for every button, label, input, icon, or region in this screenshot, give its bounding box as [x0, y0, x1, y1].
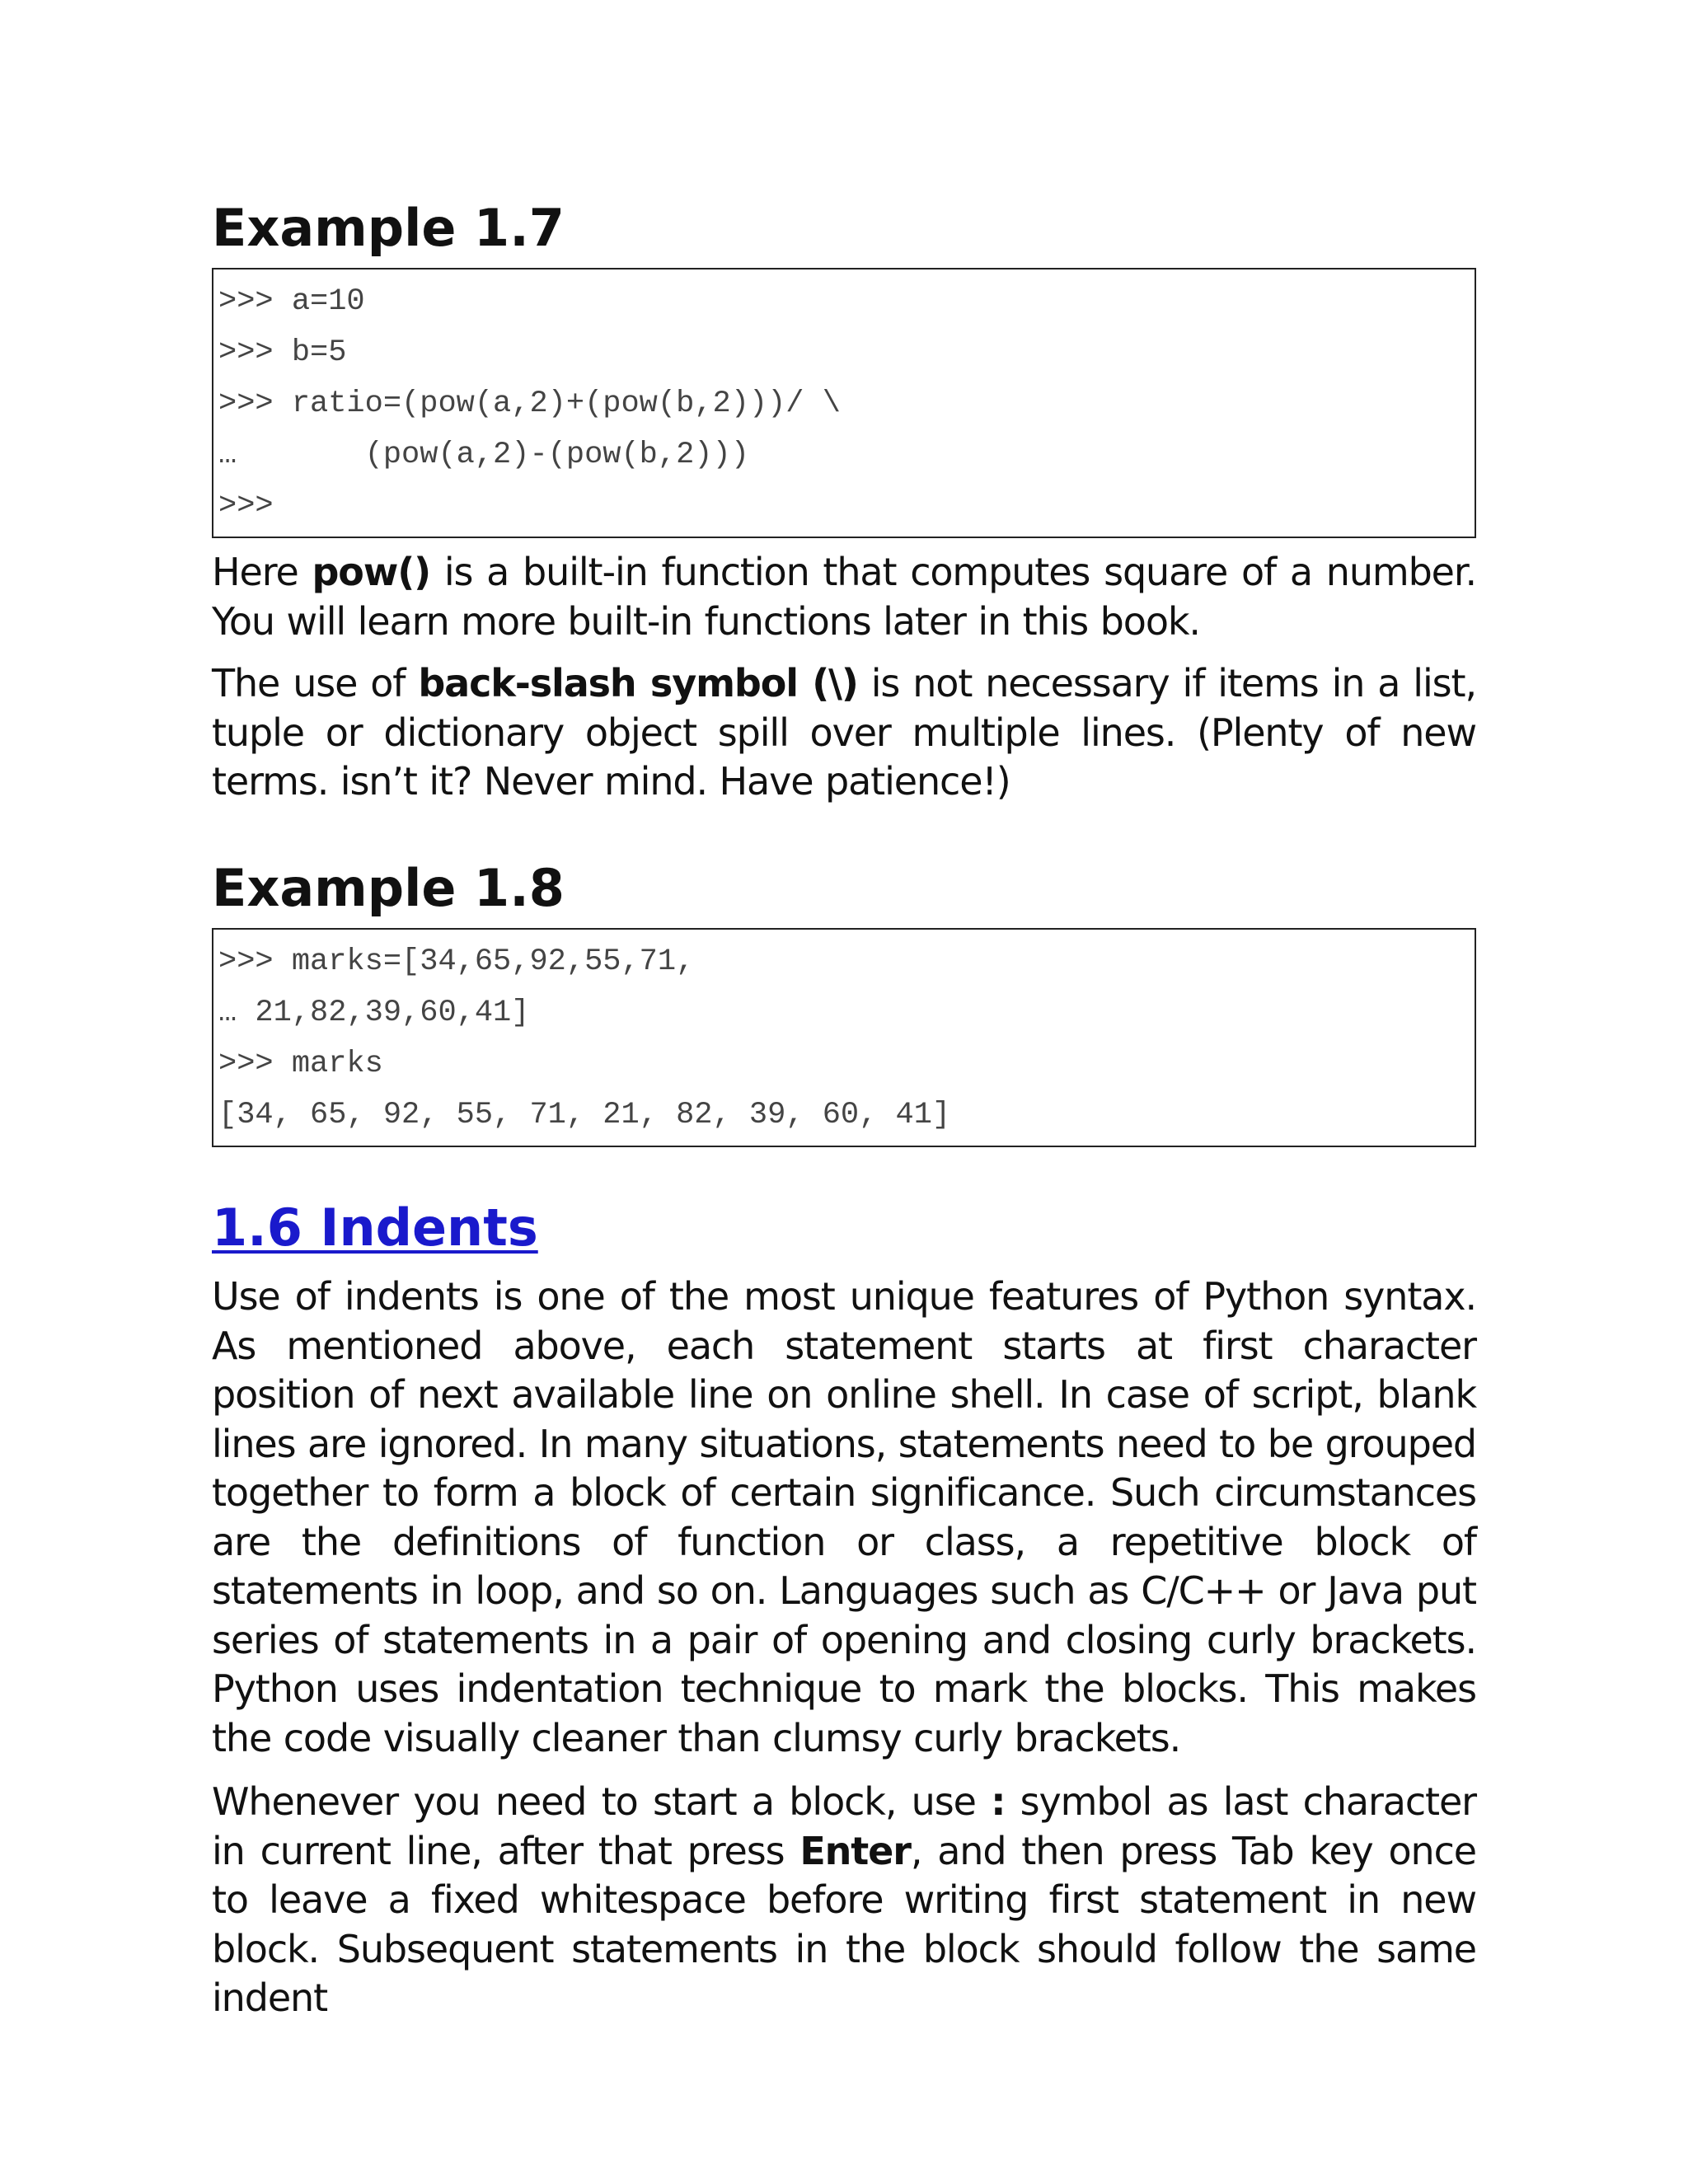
paragraph-indents: Use of indents is one of the most unique features of Python syntax. As mentioned above, each statement starts at first character position of next available line on online shell. In case of script, blank lines are ignored. In many situations, statements need to be grouped together to form a block of certain significance. Such circumstances are the definitions of function or class, a repetitive block of statements in loop, and so on. Languages such as C/C++ or Java put series of statements in a pair of opening and closing curly brackets. Python uses indentation technique to mark the blocks. This makes the code visually cleaner than clumsy curly brackets.	[212, 1274, 1476, 1760]
paragraph-text: Here	[212, 550, 312, 594]
bold-term: back-slash symbol (\)	[418, 661, 858, 705]
paragraph-backslash	[212, 659, 1476, 807]
code-line: >>> marks	[218, 1047, 383, 1081]
example-1-7-heading: Example 1.7	[212, 198, 565, 258]
example-1-8-heading: Example 1.8	[212, 858, 565, 918]
example-1-8-code-box	[212, 928, 1476, 1147]
paragraph-text: is a built-in function that computes square of a number. You will learn more built-in functions later in this book.	[212, 550, 1476, 644]
section-indents-heading[interactable]: 1.6 Indents	[212, 1197, 538, 1258]
bold-term: :	[991, 1779, 1006, 1824]
paragraph-text: is not necessary if items in a list, tuple or dictionary object spill over multiple lines. (Plenty of new terms. isn’t it? Never mind. Have patience!)	[212, 661, 1476, 804]
bold-term: pow()	[312, 550, 431, 594]
paragraph-text: , and then press Tab key once to leave a fixed whitespace before writing first statement in new block. Subsequent statements in the block should follow the same indent	[212, 1828, 1477, 2020]
code-line: >>> b=5	[218, 335, 347, 370]
bold-term: Enter	[799, 1828, 911, 1873]
code-line: … 21,82,39,60,41]	[218, 996, 530, 1030]
paragraph-text: The use of	[212, 661, 419, 705]
code-line: >>> a=10	[218, 284, 365, 319]
paragraph-text: symbol as last character in current line, after that press	[212, 1779, 1476, 1873]
code-line: >>> ratio=(pow(a,2)+(pow(b,2)))/ \	[218, 387, 841, 421]
code-line: … (pow(a,2)-(pow(b,2)))	[218, 438, 749, 472]
code-line: >>> marks=[34,65,92,55,71,	[218, 944, 695, 979]
paragraph-start-block	[212, 1778, 1476, 2023]
code-line: >>>	[218, 489, 274, 523]
paragraph-pow-function	[212, 548, 1476, 646]
example-1-7-code-box	[212, 268, 1476, 538]
paragraph-text: Whenever you need to start a block, use	[212, 1779, 992, 1824]
code-line: [34, 65, 92, 55, 71, 21, 82, 39, 60, 41]	[218, 1098, 951, 1132]
